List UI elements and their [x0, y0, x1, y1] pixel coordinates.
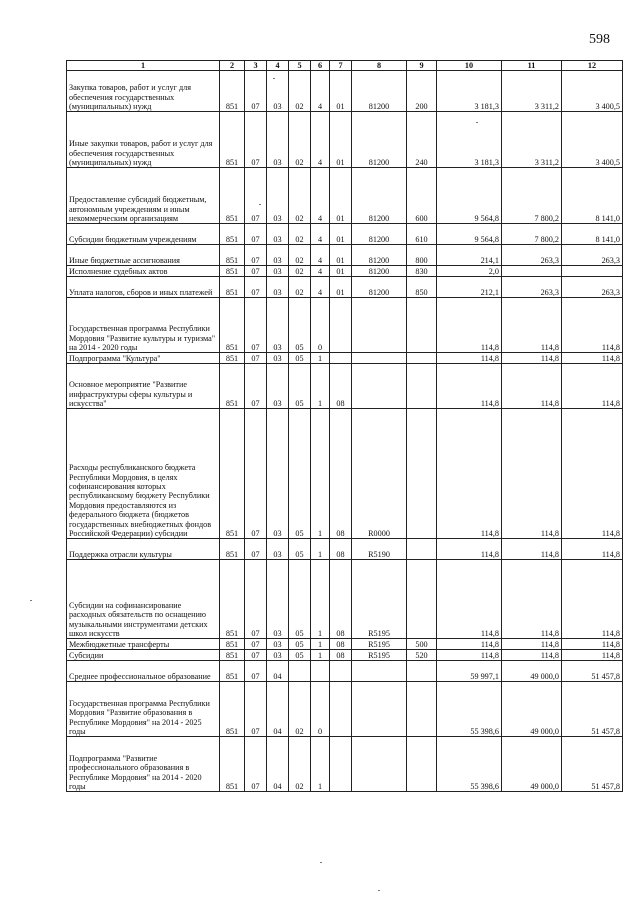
- row-name-cell: Иные закупки товаров, работ и услуг для обеспечения государственных (муниципальных) нужд: [67, 112, 220, 168]
- code-cell-c8: [352, 353, 407, 364]
- code-cell-c4: 03: [267, 539, 289, 560]
- code-cell-c8: [352, 364, 407, 409]
- code-cell-c6: 1: [311, 737, 330, 792]
- code-cell-c7: [330, 298, 352, 353]
- row-name-cell: Основное мероприятие "Развитие инфраструктуры сферы культуры и искусства": [67, 364, 220, 409]
- amount-cell-c10: 114,8: [437, 364, 502, 409]
- code-cell-c7: 08: [330, 560, 352, 639]
- code-cell-c2: 851: [220, 650, 245, 661]
- column-header: 7: [330, 61, 352, 71]
- code-cell-c8: [352, 661, 407, 682]
- code-cell-c5: 05: [289, 539, 311, 560]
- amount-cell-c10: 55 398,6: [437, 682, 502, 737]
- amount-cell-c12: [562, 266, 623, 277]
- amount-cell-c12: 114,8: [562, 364, 623, 409]
- code-cell-c5: 02: [289, 682, 311, 737]
- code-cell-c6: 0: [311, 682, 330, 737]
- code-cell-c3: 07: [245, 682, 267, 737]
- code-cell-c5: [289, 661, 311, 682]
- amount-cell-c12: 114,8: [562, 409, 623, 539]
- amount-cell-c12: 51 457,8: [562, 737, 623, 792]
- row-name-cell: Предоставление субсидий бюджетным, автономным учреждениям и иным некоммерческим организациям: [67, 168, 220, 224]
- column-header: 9: [407, 61, 437, 71]
- table-row: [67, 266, 623, 277]
- table-row: [67, 682, 623, 737]
- code-cell-c2: 851: [220, 639, 245, 650]
- amount-cell-c12: 114,8: [562, 539, 623, 560]
- row-name-cell: Закупка товаров, работ и услуг для обеспечения государственных (муниципальных) нужд: [67, 71, 220, 112]
- amount-cell-c11: 114,8: [502, 650, 562, 661]
- code-cell-c2: 851: [220, 224, 245, 245]
- code-cell-c7: [330, 737, 352, 792]
- code-cell-c5: 02: [289, 71, 311, 112]
- row-name-cell: Подпрограмма "Культура": [67, 353, 220, 364]
- code-cell-c5: 05: [289, 364, 311, 409]
- amount-cell-c10: 3 181,3: [437, 112, 502, 168]
- code-cell-c3: 07: [245, 353, 267, 364]
- row-name-cell: Государственная программа Республики Мордовия "Развитие культуры и туризма" на 2014 - 2020 годы: [67, 298, 220, 353]
- code-cell-c8: 81200: [352, 277, 407, 298]
- code-cell-c4: 04: [267, 737, 289, 792]
- code-cell-c4: 03: [267, 353, 289, 364]
- code-cell-c3: 07: [245, 266, 267, 277]
- code-cell-c8: R5195: [352, 639, 407, 650]
- code-cell-c6: 4: [311, 277, 330, 298]
- code-cell-c6: [311, 661, 330, 682]
- amount-cell-c11: 114,8: [502, 409, 562, 539]
- code-cell-c2: 851: [220, 168, 245, 224]
- code-cell-c7: 08: [330, 539, 352, 560]
- code-cell-c6: 1: [311, 639, 330, 650]
- code-cell-c8: 81200: [352, 168, 407, 224]
- code-cell-c5: 02: [289, 245, 311, 266]
- code-cell-c7: 01: [330, 224, 352, 245]
- column-header: 3: [245, 61, 267, 71]
- code-cell-c2: 851: [220, 245, 245, 266]
- amount-cell-c11: 7 800,2: [502, 168, 562, 224]
- amount-cell-c11: 263,3: [502, 245, 562, 266]
- amount-cell-c11: 263,3: [502, 277, 562, 298]
- amount-cell-c12: 8 141,0: [562, 168, 623, 224]
- code-cell-c9: 800: [407, 245, 437, 266]
- code-cell-c5: 02: [289, 224, 311, 245]
- scan-speck: [320, 862, 322, 863]
- table-row: [67, 168, 623, 224]
- row-name-cell: Поддержка отрасли культуры: [67, 539, 220, 560]
- amount-cell-c10: 3 181,3: [437, 71, 502, 112]
- amount-cell-c11: 114,8: [502, 539, 562, 560]
- amount-cell-c12: 263,3: [562, 277, 623, 298]
- code-cell-c4: 03: [267, 168, 289, 224]
- page-number: 598: [589, 32, 610, 47]
- amount-cell-c10: 114,8: [437, 298, 502, 353]
- code-cell-c8: 81200: [352, 224, 407, 245]
- table-row: [67, 650, 623, 661]
- code-cell-c2: 851: [220, 409, 245, 539]
- amount-cell-c12: 114,8: [562, 639, 623, 650]
- amount-cell-c10: 114,8: [437, 650, 502, 661]
- table-row: [67, 71, 623, 112]
- scan-speck: [476, 122, 478, 123]
- table-row: [67, 661, 623, 682]
- code-cell-c4: 03: [267, 409, 289, 539]
- code-cell-c2: 851: [220, 277, 245, 298]
- code-cell-c2: 851: [220, 364, 245, 409]
- code-cell-c8: [352, 737, 407, 792]
- code-cell-c4: 03: [267, 560, 289, 639]
- table-row: [67, 560, 623, 639]
- code-cell-c5: 05: [289, 650, 311, 661]
- code-cell-c8: 81200: [352, 112, 407, 168]
- code-cell-c9: [407, 560, 437, 639]
- amount-cell-c12: 114,8: [562, 298, 623, 353]
- table-row: [67, 298, 623, 353]
- code-cell-c2: 851: [220, 298, 245, 353]
- code-cell-c6: 4: [311, 245, 330, 266]
- amount-cell-c11: 114,8: [502, 353, 562, 364]
- code-cell-c9: 850: [407, 277, 437, 298]
- row-name-cell: Межбюджетные трансферты: [67, 639, 220, 650]
- code-cell-c9: [407, 661, 437, 682]
- code-cell-c5: 05: [289, 409, 311, 539]
- code-cell-c5: 02: [289, 266, 311, 277]
- code-cell-c7: 01: [330, 112, 352, 168]
- column-header: 1: [67, 61, 220, 71]
- row-name-cell: Субсидии на софинансирование расходных обязательств по оснащению музыкальными инструментами детских школ искусств: [67, 560, 220, 639]
- code-cell-c4: 03: [267, 639, 289, 650]
- code-cell-c2: 851: [220, 560, 245, 639]
- code-cell-c3: 07: [245, 364, 267, 409]
- code-cell-c6: 1: [311, 353, 330, 364]
- code-cell-c3: 07: [245, 661, 267, 682]
- row-name-cell: Расходы республиканского бюджета Республики Мордовия, в целях софинансирования которых республиканскому бюджету Республики Мордовия предоставляются из федерального бюджета (бюджетов государственных внебюджетных фондов Российской Федерации) субсидии: [67, 409, 220, 539]
- column-header: 8: [352, 61, 407, 71]
- amount-cell-c11: 114,8: [502, 298, 562, 353]
- amount-cell-c10: 114,8: [437, 409, 502, 539]
- amount-cell-c12: 3 400,5: [562, 112, 623, 168]
- code-cell-c3: 07: [245, 298, 267, 353]
- code-cell-c7: 08: [330, 409, 352, 539]
- row-name-cell: Государственная программа Республики Мордовия "Развитие образования в Республике Мордовия" на 2014 - 2025 годы: [67, 682, 220, 737]
- amount-cell-c11: 114,8: [502, 639, 562, 650]
- code-cell-c2: 851: [220, 539, 245, 560]
- code-cell-c5: 02: [289, 112, 311, 168]
- code-cell-c4: 04: [267, 661, 289, 682]
- code-cell-c3: 07: [245, 539, 267, 560]
- code-cell-c4: 03: [267, 266, 289, 277]
- code-cell-c3: 07: [245, 650, 267, 661]
- code-cell-c6: 1: [311, 409, 330, 539]
- code-cell-c3: 07: [245, 168, 267, 224]
- scan-speck: [30, 600, 32, 601]
- code-cell-c8: [352, 298, 407, 353]
- code-cell-c4: 03: [267, 364, 289, 409]
- code-cell-c3: 07: [245, 560, 267, 639]
- code-cell-c7: 01: [330, 245, 352, 266]
- code-cell-c2: 851: [220, 112, 245, 168]
- amount-cell-c10: 114,8: [437, 539, 502, 560]
- code-cell-c9: [407, 737, 437, 792]
- amount-cell-c11: 114,8: [502, 560, 562, 639]
- code-cell-c9: 610: [407, 224, 437, 245]
- code-cell-c3: 07: [245, 737, 267, 792]
- code-cell-c6: 4: [311, 112, 330, 168]
- amount-cell-c10: 59 997,1: [437, 661, 502, 682]
- row-name-cell: Иные бюджетные ассигнования: [67, 245, 220, 266]
- code-cell-c6: 1: [311, 560, 330, 639]
- row-name-cell: Исполнение судебных актов: [67, 266, 220, 277]
- code-cell-c5: 05: [289, 639, 311, 650]
- amount-cell-c11: 7 800,2: [502, 224, 562, 245]
- amount-cell-c11: 3 311,2: [502, 71, 562, 112]
- amount-cell-c11: 49 000,0: [502, 682, 562, 737]
- code-cell-c9: [407, 682, 437, 737]
- code-cell-c3: 07: [245, 409, 267, 539]
- table-row: [67, 539, 623, 560]
- code-cell-c8: R5190: [352, 539, 407, 560]
- amount-cell-c12: 51 457,8: [562, 661, 623, 682]
- row-name-cell: Уплата налогов, сборов и иных платежей: [67, 277, 220, 298]
- code-cell-c9: 520: [407, 650, 437, 661]
- code-cell-c7: [330, 353, 352, 364]
- scan-speck: [378, 890, 380, 891]
- code-cell-c4: 03: [267, 650, 289, 661]
- code-cell-c9: 500: [407, 639, 437, 650]
- column-header: 4: [267, 61, 289, 71]
- amount-cell-c10: 114,8: [437, 353, 502, 364]
- code-cell-c5: 05: [289, 353, 311, 364]
- code-cell-c2: 851: [220, 737, 245, 792]
- table-row: [67, 224, 623, 245]
- code-cell-c7: [330, 682, 352, 737]
- table-row: [67, 353, 623, 364]
- amount-cell-c10: 114,8: [437, 639, 502, 650]
- amount-cell-c12: 263,3: [562, 245, 623, 266]
- amount-cell-c11: 3 311,2: [502, 112, 562, 168]
- code-cell-c5: 02: [289, 277, 311, 298]
- scan-speck: [259, 204, 261, 205]
- code-cell-c6: 1: [311, 650, 330, 661]
- scan-speck: [273, 78, 275, 79]
- code-cell-c3: 07: [245, 112, 267, 168]
- code-cell-c4: 03: [267, 298, 289, 353]
- amount-cell-c11: [502, 266, 562, 277]
- code-cell-c7: 08: [330, 650, 352, 661]
- amount-cell-c10: 9 564,8: [437, 224, 502, 245]
- amount-cell-c12: 8 141,0: [562, 224, 623, 245]
- amount-cell-c12: 114,8: [562, 560, 623, 639]
- code-cell-c8: R5195: [352, 560, 407, 639]
- code-cell-c9: [407, 298, 437, 353]
- code-cell-c8: 81200: [352, 245, 407, 266]
- code-cell-c5: 02: [289, 737, 311, 792]
- table-row: [67, 277, 623, 298]
- code-cell-c6: 4: [311, 224, 330, 245]
- code-cell-c9: 600: [407, 168, 437, 224]
- code-cell-c9: 240: [407, 112, 437, 168]
- code-cell-c7: 01: [330, 266, 352, 277]
- code-cell-c8: R0000: [352, 409, 407, 539]
- code-cell-c8: R5195: [352, 650, 407, 661]
- code-cell-c3: 07: [245, 245, 267, 266]
- column-header: 6: [311, 61, 330, 71]
- amount-cell-c10: 55 398,6: [437, 737, 502, 792]
- code-cell-c4: 03: [267, 224, 289, 245]
- amount-cell-c10: 2,0: [437, 266, 502, 277]
- amount-cell-c10: 212,1: [437, 277, 502, 298]
- row-name-cell: Субсидии: [67, 650, 220, 661]
- code-cell-c5: 02: [289, 168, 311, 224]
- code-cell-c5: 05: [289, 298, 311, 353]
- amount-cell-c11: 49 000,0: [502, 737, 562, 792]
- code-cell-c8: 81200: [352, 71, 407, 112]
- row-name-cell: Подпрограмма "Развитие профессионального образования в Республике Мордовия" на 2014 - 2020 годы: [67, 737, 220, 792]
- amount-cell-c10: 114,8: [437, 560, 502, 639]
- code-cell-c2: 851: [220, 266, 245, 277]
- code-cell-c6: 1: [311, 364, 330, 409]
- amount-cell-c12: 51 457,8: [562, 682, 623, 737]
- code-cell-c9: [407, 364, 437, 409]
- code-cell-c3: 07: [245, 639, 267, 650]
- code-cell-c7: 01: [330, 168, 352, 224]
- table-row: [67, 409, 623, 539]
- code-cell-c9: [407, 539, 437, 560]
- code-cell-c2: 851: [220, 682, 245, 737]
- amount-cell-c12: 3 400,5: [562, 71, 623, 112]
- code-cell-c8: 81200: [352, 266, 407, 277]
- row-name-cell: Субсидии бюджетным учреждениям: [67, 224, 220, 245]
- column-header: 11: [502, 61, 562, 71]
- amount-cell-c10: 214,1: [437, 245, 502, 266]
- table-header-row: [67, 61, 623, 71]
- table-row: [67, 245, 623, 266]
- code-cell-c3: 07: [245, 277, 267, 298]
- row-name-cell: Среднее профессиональное образование: [67, 661, 220, 682]
- column-header: 10: [437, 61, 502, 71]
- amount-cell-c12: 114,8: [562, 650, 623, 661]
- code-cell-c4: 03: [267, 277, 289, 298]
- table-row: [67, 737, 623, 792]
- code-cell-c3: 07: [245, 71, 267, 112]
- code-cell-c9: [407, 353, 437, 364]
- code-cell-c7: 08: [330, 639, 352, 650]
- code-cell-c6: 4: [311, 266, 330, 277]
- code-cell-c4: 04: [267, 682, 289, 737]
- code-cell-c7: [330, 661, 352, 682]
- code-cell-c2: 851: [220, 71, 245, 112]
- code-cell-c6: 4: [311, 71, 330, 112]
- code-cell-c3: 07: [245, 224, 267, 245]
- column-header: 2: [220, 61, 245, 71]
- table-row: [67, 112, 623, 168]
- table-row: [67, 639, 623, 650]
- code-cell-c4: 03: [267, 112, 289, 168]
- amount-cell-c11: 49 000,0: [502, 661, 562, 682]
- code-cell-c6: 4: [311, 168, 330, 224]
- code-cell-c7: 01: [330, 71, 352, 112]
- code-cell-c8: [352, 682, 407, 737]
- column-header: 5: [289, 61, 311, 71]
- code-cell-c9: 200: [407, 71, 437, 112]
- code-cell-c2: 851: [220, 353, 245, 364]
- code-cell-c9: 830: [407, 266, 437, 277]
- table-row: [67, 364, 623, 409]
- amount-cell-c11: 114,8: [502, 364, 562, 409]
- code-cell-c7: 01: [330, 277, 352, 298]
- code-cell-c2: 851: [220, 661, 245, 682]
- code-cell-c4: 03: [267, 245, 289, 266]
- code-cell-c9: [407, 409, 437, 539]
- column-header: 12: [562, 61, 623, 71]
- code-cell-c7: 08: [330, 364, 352, 409]
- code-cell-c6: 1: [311, 539, 330, 560]
- code-cell-c6: 0: [311, 298, 330, 353]
- code-cell-c4: 03: [267, 71, 289, 112]
- amount-cell-c12: 114,8: [562, 353, 623, 364]
- budget-table: [66, 60, 623, 792]
- amount-cell-c10: 9 564,8: [437, 168, 502, 224]
- code-cell-c5: 05: [289, 560, 311, 639]
